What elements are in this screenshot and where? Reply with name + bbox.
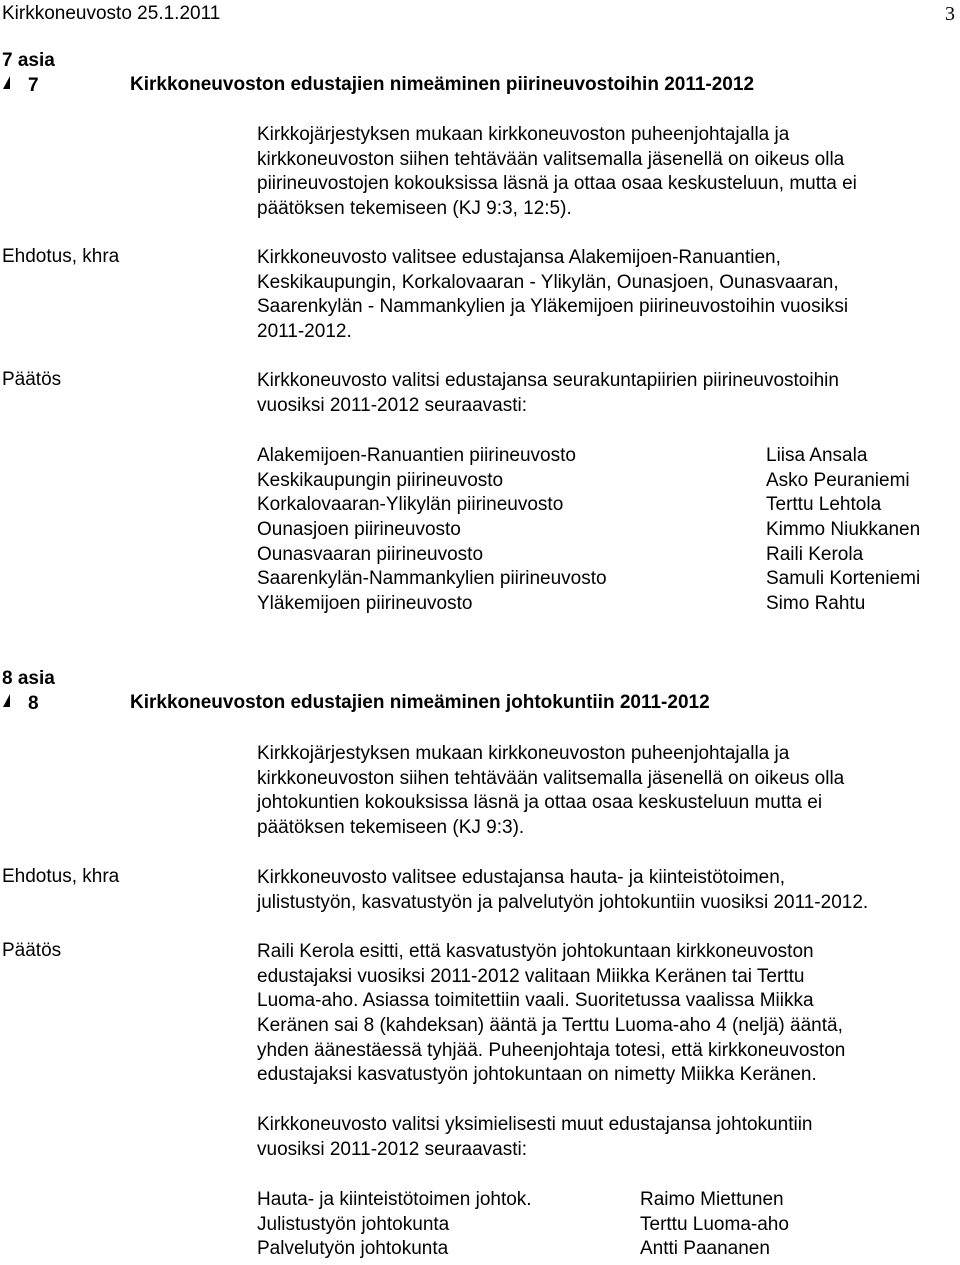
appointment-person: Raimo Miettunen (640, 1189, 784, 1210)
appointment-body: Julistustyön johtokunta (257, 1214, 450, 1235)
bookmark-icon (2, 692, 28, 712)
appointment-person: Samuli Korteniemi (766, 568, 921, 589)
appointment-person: Kimmo Niukkanen (766, 519, 921, 540)
header-title: Kirkkoneuvosto 25.1.2011 (2, 3, 221, 24)
item-8-proposal-label: Ehdotus, khra (2, 866, 120, 887)
item-7-title: Kirkkoneuvoston edustajien nimeäminen piirineuvostoihin 2011-2012 (130, 74, 755, 95)
item-8-decision-label: Päätös (2, 940, 62, 961)
appointment-body: Keskikaupungin piirineuvosto (257, 470, 504, 491)
item-7-decision-label: Päätös (2, 369, 62, 390)
item-8-heading (2, 692, 39, 715)
appointment-person: Terttu Lehtola (766, 494, 882, 515)
appointment-body: Palvelutyön johtokunta (257, 1238, 449, 1259)
appointment-body: Korkalovaaran-Ylikylän piirineuvosto (257, 494, 564, 515)
item-8-asia: 8 asia (2, 668, 55, 689)
appointment-person: Terttu Luoma-aho (640, 1214, 789, 1235)
appointment-body: Hauta- ja kiinteistötoimen johtok. (257, 1189, 532, 1210)
item-7-heading (2, 74, 39, 97)
appointment-body: Alakemijoen-Ranuantien piirineuvosto (257, 445, 576, 466)
page-number: 3 (945, 3, 955, 25)
appointment-person: Simo Rahtu (766, 593, 866, 614)
appointment-body: Saarenkylän-Nammankylien piirineuvosto (257, 568, 607, 589)
appointment-body: Ounasjoen piirineuvosto (257, 519, 461, 540)
appointment-person: Asko Peuraniemi (766, 470, 910, 491)
item-7-proposal-label: Ehdotus, khra (2, 246, 120, 267)
item-8-number: 8 (28, 693, 39, 714)
item-7-number: 7 (28, 75, 39, 96)
appointment-body: Ounasvaaran piirineuvosto (257, 544, 484, 565)
appointment-body: Yläkemijoen piirineuvosto (257, 593, 473, 614)
appointment-person: Raili Kerola (766, 544, 864, 565)
item-8-title: Kirkkoneuvoston edustajien nimeäminen johtokuntiin 2011-2012 (130, 692, 710, 713)
item-7-asia: 7 asia (2, 50, 55, 71)
bookmark-icon (2, 74, 28, 94)
appointment-person: Liisa Ansala (766, 445, 868, 466)
appointment-person: Antti Paananen (640, 1238, 770, 1259)
